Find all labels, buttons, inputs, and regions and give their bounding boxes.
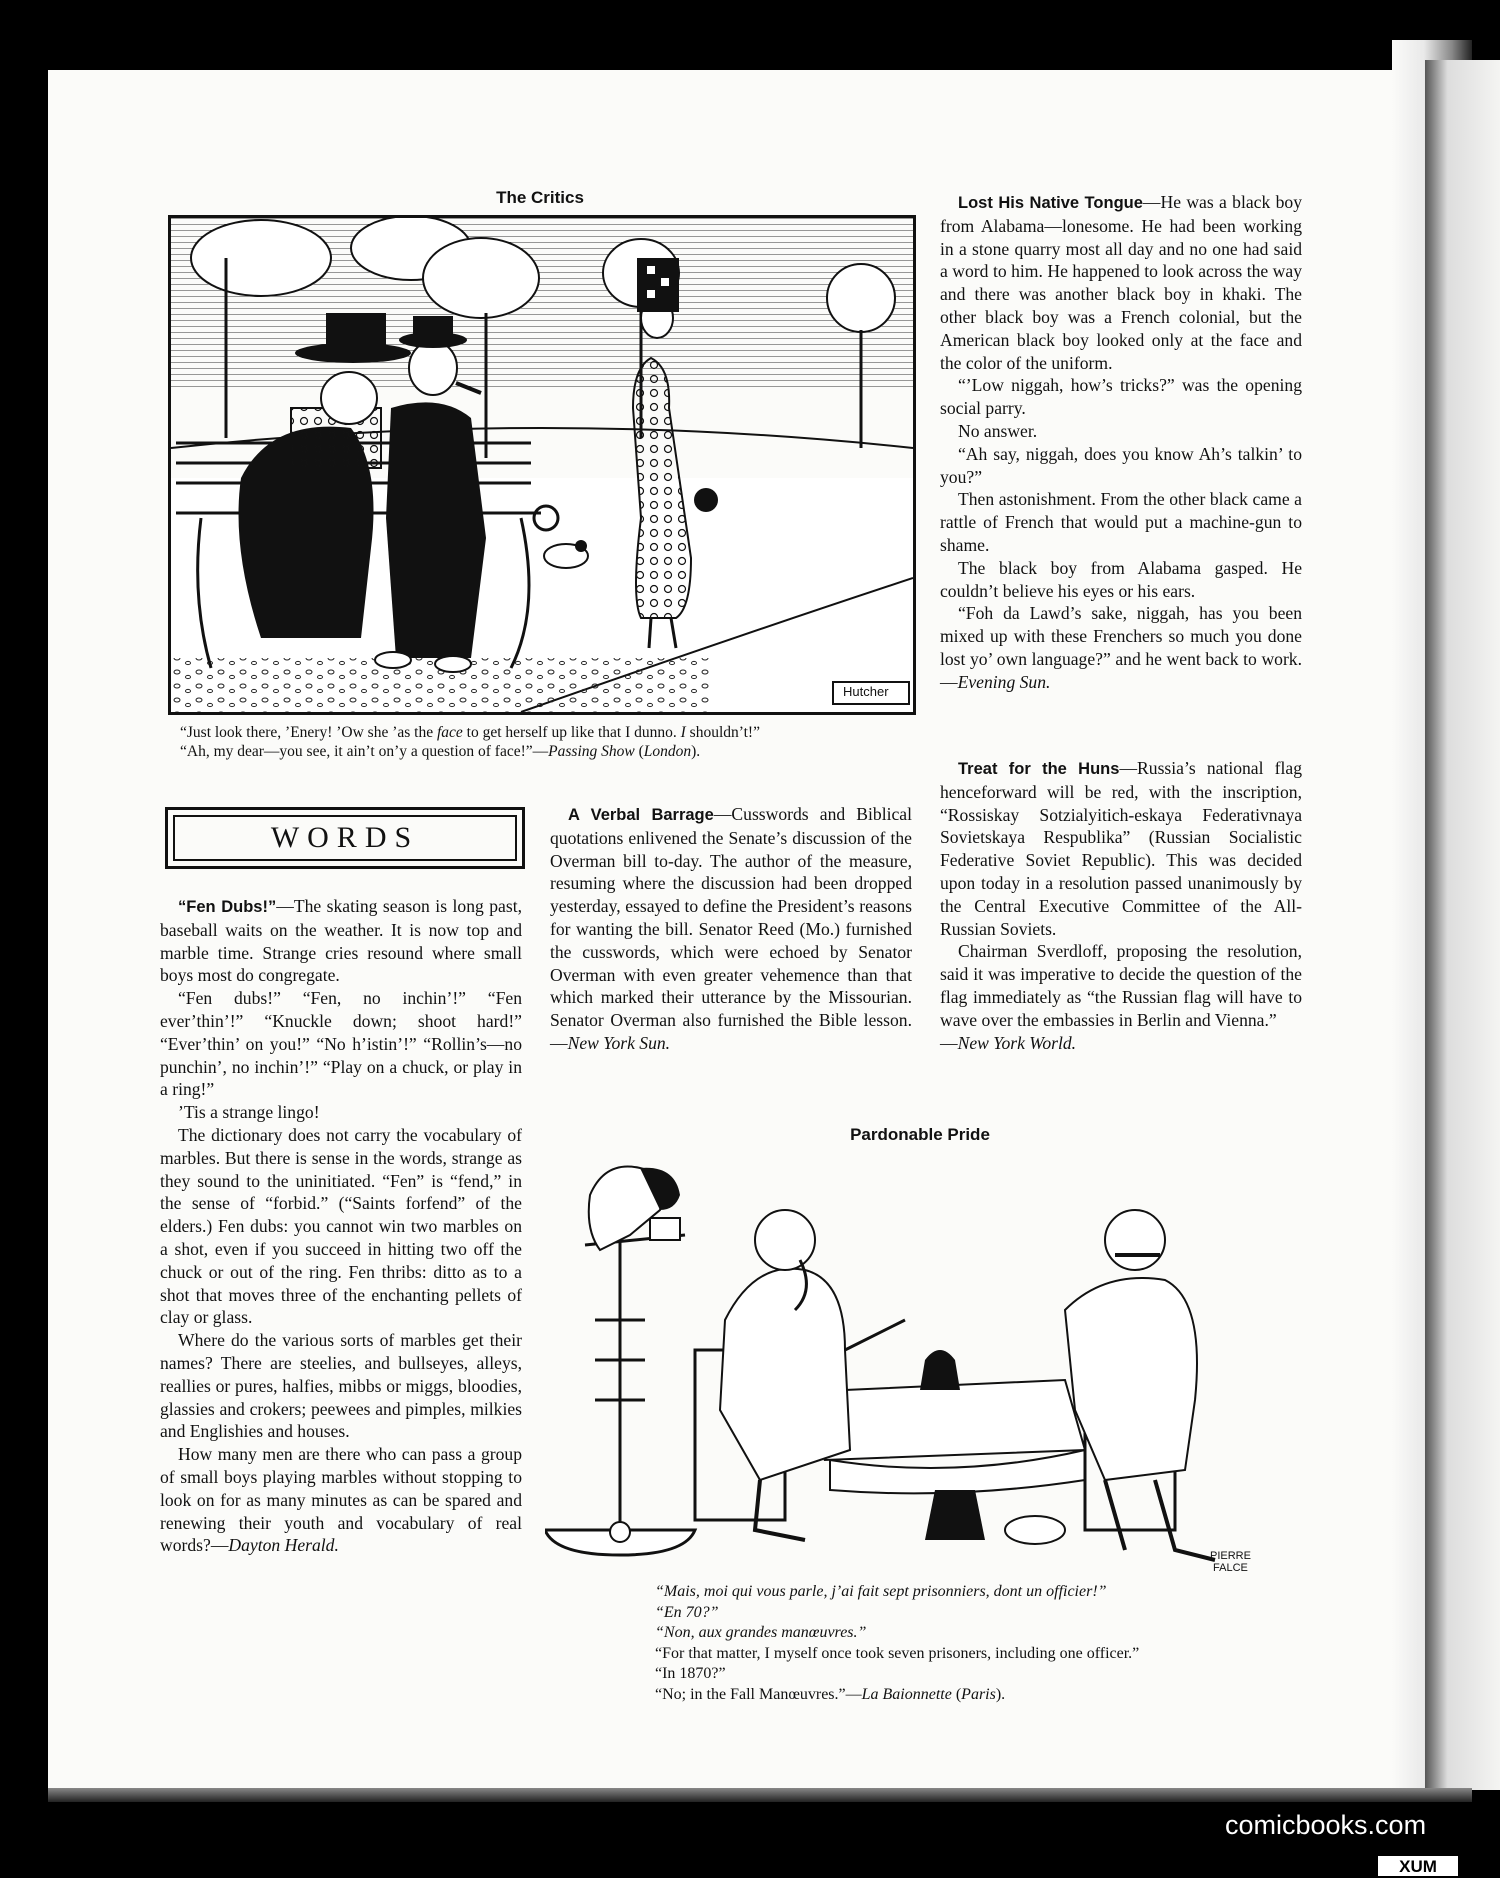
- pride-fr2: “En 70?”: [655, 1603, 719, 1621]
- tongue-heading: Lost His Native Tongue: [958, 194, 1143, 212]
- critics-title: The Critics: [496, 188, 584, 207]
- huns-p2: Chairman Sverdloff, proposing the resolution, said it was imperative to decide the question of the flag immediately as “the Russian flag will have to wave over the embassies in Berlin and Vienna.”: [940, 941, 1302, 1030]
- facing-page-edge: [1425, 60, 1500, 1790]
- critics-signature: Hutcher: [843, 684, 889, 699]
- pride-signature-line-1: PIERRE: [1210, 1550, 1251, 1562]
- fen-p1: —The skating season is long past, baseball waits on the weather. It is now top and marble time. Strange cries resound where small boys most do congregate.: [160, 896, 522, 986]
- tongue-p4: “Ah say, niggah, does you know Ah’s talkin’ to you?”: [940, 443, 1302, 487]
- tongue-p1: —He was a black boy from Alabama—lonesome. He had been working in a stone quarry most all day and no one had said a word to him. He happened to look across the way and there was another black boy in khaki. The other black boy was a French colonial, but the American black boy looked only at the face and the color of the uniform.: [940, 192, 1302, 373]
- page-bottom-shadow: [48, 1788, 1472, 1802]
- barrage-p1: —Cusswords and Biblical quotations enlivened the Senate’s discussion of the Overman bill to-day. The author of the measure, resuming where the discussion had been dropped yesterday, essayed to define the President’s reasons for wanting the bill. Senator Reed (Mo.) furnished the cusswords, which were echoed by Senator Overman with even greater vehemence than that which marked their utterance by the Missourian. Senator Overman also furnished the Bible lesson.—: [550, 804, 912, 1053]
- pride-en3b: La Baionnette: [861, 1685, 952, 1703]
- critics-caption-1e: shouldn’t!”: [685, 724, 760, 741]
- fen-p5: Where do the various sorts of marbles get their names? There are steelies, and bullseyes, alleys, reallies or pures, halfies, mibbs or miggs, bloodies, glassies and crokers; peewees and pimples, milkies and Englishies and houses.: [160, 1330, 522, 1442]
- article-verbal-barrage: [550, 803, 912, 1055]
- tongue-p3: No answer.: [958, 420, 1038, 441]
- huns-source-dash: —: [940, 1032, 958, 1053]
- fen-p2: “Fen dubs!” “Fen, no inchin’!” “Fen ever’thin’!” “Knuckle down; shoot hard!” “Ever’thin’ on you!” “No h’istin’!” “Rollin’s—no punchin’, no inchin’!” “Play on a chuck, or play in a ring!”: [160, 988, 522, 1100]
- huns-p1: —Russia’s national flag henceforward will be red, with the inscription, “Rossiskay Sotzialyitich-eskaya Federativnaya Sovietskaya Respublika” (Russian Socialistic Federative Soviet Republic). This was decided upon today in a resolution passed unanimously by the Central Executive Committee of the All-Russian Soviets.: [940, 758, 1303, 939]
- critics-caption-2d: London: [643, 743, 692, 760]
- critics-illustration: [171, 218, 913, 712]
- tongue-p7: “Foh da Lawd’s sake, niggah, has you been mixed up with these Frenchers so much you done lost yo’ own language?” and he went back to work.—: [940, 603, 1302, 692]
- words-section-box: [165, 807, 525, 869]
- pride-en3c: (: [951, 1685, 962, 1703]
- critics-caption-1b: face: [436, 724, 463, 741]
- pride-en1: “For that matter, I myself once took seven prisoners, including one officer.”: [655, 1644, 1140, 1662]
- critics-caption-2c: (: [634, 743, 644, 760]
- fen-source: Dayton Herald.: [228, 1535, 339, 1556]
- site-watermark: comicbooks.com: [1225, 1810, 1427, 1840]
- corner-tag: XUM: [1378, 1856, 1458, 1876]
- pride-en2: “In 1870?”: [655, 1665, 726, 1682]
- fen-p3: ’Tis a strange lingo!: [178, 1102, 320, 1123]
- tongue-p2: “’Low niggah, how’s tricks?” was the opening social parry.: [940, 375, 1302, 419]
- tongue-p5: Then astonishment. From the other black came a rattle of French that would put a machine-gun to shame.: [940, 489, 1302, 555]
- pride-fr3: “Non, aux grandes manœuvres.”: [655, 1624, 867, 1641]
- article-fen-dubs: [160, 895, 522, 1557]
- pride-illustration: [545, 1150, 1305, 1580]
- article-huns: [940, 757, 1302, 1054]
- critics-caption-2b: Passing Show: [548, 743, 635, 760]
- critics-caption: [162, 723, 916, 761]
- pride-en3a: “No; in the Fall Manœuvres.”—: [655, 1685, 862, 1703]
- barrage-source: New York Sun.: [567, 1032, 671, 1053]
- pride-en3d: Paris: [961, 1685, 996, 1703]
- tongue-source: Evening Sun.: [957, 671, 1051, 692]
- pride-fr1: “Mais, moi qui vous parle, j’ai fait sept prisonniers, dont un officier!”: [655, 1583, 1107, 1600]
- pride-title: Pardonable Pride: [850, 1125, 990, 1144]
- barrage-heading: A Verbal Barrage: [568, 806, 714, 824]
- words-section-title: WORDS: [173, 815, 517, 861]
- article-native-tongue: [940, 191, 1302, 694]
- pride-cartoon: [545, 1150, 1305, 1580]
- pride-caption: [637, 1582, 1277, 1705]
- critics-caption-1d: I: [680, 724, 686, 741]
- pride-signature-line-2: FALCE: [1213, 1562, 1248, 1574]
- critics-cartoon: [168, 215, 916, 715]
- fen-heading: “Fen Dubs!”: [178, 898, 277, 916]
- critics-caption-1a: “Just look there, ’Enery! ’Ow she ’as the: [180, 724, 437, 741]
- tongue-p6: The black boy from Alabama gasped. He couldn’t believe his eyes or his ears.: [940, 557, 1302, 601]
- huns-heading: Treat for the Huns: [958, 760, 1120, 778]
- critics-caption-1c: to get herself up like that I dunno.: [462, 724, 681, 741]
- critics-caption-2a: “Ah, my dear—you see, it ain’t on’y a question of face!”—: [180, 743, 549, 760]
- fen-p4: The dictionary does not carry the vocabulary of marbles. But there is sense in the words, strange as they sound to the uninitiated. “Fen” is “fend,” in the sense of “forbid.” (“Saints forfend” of the elders.) Fen dubs: you cannot win two marbles on a shot, even if you succeed in hitting two off the chuck or out of the ring. Fen thribs: ditto as to a shot that moves three of the enchanting pellets of clay or glass.: [160, 1124, 522, 1328]
- pride-en3e: ).: [995, 1685, 1006, 1703]
- huns-source: New York World.: [957, 1032, 1077, 1053]
- fen-p6: How many men are there who can pass a group of small boys playing marbles without stopping to look on for as many minutes as can be spared and renewing their youth and vocabulary of real words?—: [160, 1444, 522, 1556]
- critics-caption-2e: ).: [691, 743, 701, 760]
- pride-signature: [1210, 1550, 1251, 1574]
